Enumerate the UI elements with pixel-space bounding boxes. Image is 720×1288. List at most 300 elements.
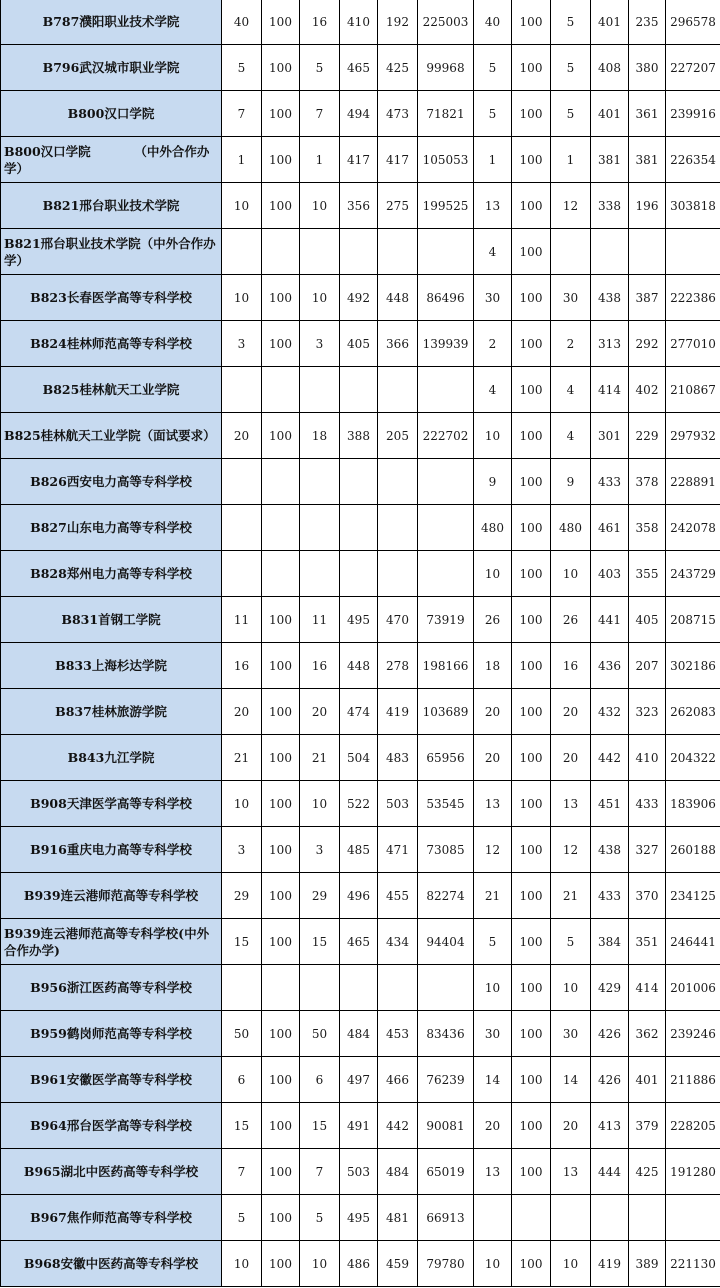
data-cell xyxy=(300,459,340,505)
data-cell: 379 xyxy=(629,1103,666,1149)
data-cell: 10 xyxy=(222,1241,262,1287)
data-cell: 20 xyxy=(474,689,512,735)
school-name-cell: B800汉口学院 xyxy=(1,91,222,137)
data-cell: 419 xyxy=(378,689,418,735)
data-cell: 210867 xyxy=(666,367,720,413)
data-cell: 50 xyxy=(222,1011,262,1057)
data-cell: 12 xyxy=(474,827,512,873)
school-name-cell: B800汉口学院 （中外合作办学） xyxy=(1,137,222,183)
data-cell: 494 xyxy=(340,91,378,137)
data-cell: 10 xyxy=(300,183,340,229)
data-cell: 401 xyxy=(591,0,629,45)
data-cell: 401 xyxy=(591,91,629,137)
data-cell xyxy=(340,229,378,275)
table-row xyxy=(1,597,720,643)
table-row xyxy=(1,643,720,689)
data-cell: 260188 xyxy=(666,827,720,873)
table-row xyxy=(1,965,720,1011)
data-cell: 100 xyxy=(262,1149,300,1195)
data-cell: 10 xyxy=(300,275,340,321)
table-row xyxy=(1,919,720,965)
data-cell: 207 xyxy=(629,643,666,689)
data-cell: 483 xyxy=(378,735,418,781)
data-cell: 21 xyxy=(474,873,512,919)
data-cell xyxy=(378,551,418,597)
data-cell xyxy=(222,367,262,413)
data-cell: 10 xyxy=(474,413,512,459)
data-cell: 426 xyxy=(591,1057,629,1103)
table-row xyxy=(1,551,720,597)
data-cell: 65019 xyxy=(418,1149,474,1195)
data-cell: 20 xyxy=(474,1103,512,1149)
data-cell: 302186 xyxy=(666,643,720,689)
data-cell: 10 xyxy=(222,183,262,229)
data-cell: 442 xyxy=(591,735,629,781)
data-cell: 100 xyxy=(512,1103,551,1149)
data-cell: 484 xyxy=(378,1149,418,1195)
data-cell: 362 xyxy=(629,1011,666,1057)
data-cell: 480 xyxy=(551,505,591,551)
data-cell: 5 xyxy=(474,45,512,91)
data-cell: 13 xyxy=(474,1149,512,1195)
data-cell: 5 xyxy=(222,1195,262,1241)
data-cell: 227207 xyxy=(666,45,720,91)
data-cell: 100 xyxy=(512,827,551,873)
data-cell: 208715 xyxy=(666,597,720,643)
data-cell: 243729 xyxy=(666,551,720,597)
data-cell: 234125 xyxy=(666,873,720,919)
data-cell: 381 xyxy=(591,137,629,183)
data-cell: 13 xyxy=(474,183,512,229)
data-cell: 100 xyxy=(512,781,551,827)
data-cell: 66913 xyxy=(418,1195,474,1241)
data-cell: 389 xyxy=(629,1241,666,1287)
data-cell: 221130 xyxy=(666,1241,720,1287)
data-cell: 11 xyxy=(222,597,262,643)
data-cell: 100 xyxy=(512,597,551,643)
data-cell: 76239 xyxy=(418,1057,474,1103)
data-cell: 9 xyxy=(474,459,512,505)
data-cell: 3 xyxy=(222,827,262,873)
school-name-cell: B823长春医学高等专科学校 xyxy=(1,275,222,321)
data-cell: 495 xyxy=(340,1195,378,1241)
data-cell: 366 xyxy=(378,321,418,367)
data-cell: 205 xyxy=(378,413,418,459)
data-cell: 410 xyxy=(629,735,666,781)
data-cell: 1 xyxy=(551,137,591,183)
data-cell xyxy=(340,965,378,1011)
data-cell: 313 xyxy=(591,321,629,367)
data-cell: 53545 xyxy=(418,781,474,827)
data-cell: 327 xyxy=(629,827,666,873)
data-cell: 29 xyxy=(222,873,262,919)
data-cell: 30 xyxy=(474,275,512,321)
data-cell: 497 xyxy=(340,1057,378,1103)
data-cell: 100 xyxy=(512,183,551,229)
data-cell: 448 xyxy=(378,275,418,321)
data-cell: 100 xyxy=(262,275,300,321)
data-cell: 100 xyxy=(262,735,300,781)
data-cell: 100 xyxy=(512,919,551,965)
data-cell: 5 xyxy=(551,91,591,137)
data-cell: 15 xyxy=(300,919,340,965)
data-cell xyxy=(300,229,340,275)
data-cell: 3 xyxy=(300,827,340,873)
data-cell: 6 xyxy=(300,1057,340,1103)
data-cell xyxy=(378,229,418,275)
data-cell: 139939 xyxy=(418,321,474,367)
school-name-cell: B827山东电力高等专科学校 xyxy=(1,505,222,551)
data-cell: 94404 xyxy=(418,919,474,965)
data-cell: 242078 xyxy=(666,505,720,551)
data-cell: 100 xyxy=(512,735,551,781)
data-cell xyxy=(591,1195,629,1241)
data-cell xyxy=(551,229,591,275)
data-cell: 5 xyxy=(300,1195,340,1241)
data-cell: 15 xyxy=(222,919,262,965)
data-cell: 13 xyxy=(551,781,591,827)
data-cell: 100 xyxy=(512,873,551,919)
data-cell: 461 xyxy=(591,505,629,551)
data-cell: 480 xyxy=(474,505,512,551)
data-cell: 20 xyxy=(551,1103,591,1149)
data-cell: 438 xyxy=(591,275,629,321)
data-cell: 100 xyxy=(262,827,300,873)
data-cell: 105053 xyxy=(418,137,474,183)
data-cell: 30 xyxy=(551,1011,591,1057)
data-cell xyxy=(300,551,340,597)
data-cell: 192 xyxy=(378,0,418,45)
data-cell: 100 xyxy=(512,965,551,1011)
data-cell xyxy=(340,459,378,505)
data-cell: 26 xyxy=(551,597,591,643)
data-cell: 100 xyxy=(262,1195,300,1241)
data-cell: 4 xyxy=(474,229,512,275)
table-row xyxy=(1,1149,720,1195)
data-cell: 433 xyxy=(629,781,666,827)
school-name-cell: B843九江学院 xyxy=(1,735,222,781)
data-cell: 473 xyxy=(378,91,418,137)
data-cell: 229 xyxy=(629,413,666,459)
data-cell: 100 xyxy=(512,1057,551,1103)
data-cell xyxy=(340,505,378,551)
school-name-cell: B831首钢工学院 xyxy=(1,597,222,643)
data-cell: 196 xyxy=(629,183,666,229)
data-cell: 3 xyxy=(222,321,262,367)
data-cell: 18 xyxy=(300,413,340,459)
data-cell: 20 xyxy=(551,689,591,735)
data-cell: 451 xyxy=(591,781,629,827)
data-cell: 405 xyxy=(340,321,378,367)
data-cell: 10 xyxy=(300,1241,340,1287)
data-cell: 459 xyxy=(378,1241,418,1287)
data-cell: 388 xyxy=(340,413,378,459)
data-cell: 434 xyxy=(378,919,418,965)
data-cell: 100 xyxy=(262,1011,300,1057)
data-cell: 471 xyxy=(378,827,418,873)
data-cell xyxy=(418,459,474,505)
data-cell xyxy=(629,229,666,275)
data-cell: 100 xyxy=(262,183,300,229)
data-cell: 425 xyxy=(378,45,418,91)
data-cell xyxy=(340,367,378,413)
data-cell: 100 xyxy=(512,0,551,45)
data-cell: 402 xyxy=(629,367,666,413)
table-row xyxy=(1,1057,720,1103)
data-cell: 100 xyxy=(512,321,551,367)
data-cell xyxy=(222,551,262,597)
table-row xyxy=(1,735,720,781)
data-cell: 239916 xyxy=(666,91,720,137)
table-row xyxy=(1,873,720,919)
school-name-cell: B837桂林旅游学院 xyxy=(1,689,222,735)
data-cell: 100 xyxy=(512,45,551,91)
data-cell: 18 xyxy=(474,643,512,689)
table-row xyxy=(1,321,720,367)
table-row xyxy=(1,275,720,321)
data-cell: 5 xyxy=(474,919,512,965)
data-cell: 12 xyxy=(551,827,591,873)
data-cell: 10 xyxy=(222,781,262,827)
data-cell: 5 xyxy=(222,45,262,91)
data-cell: 235 xyxy=(629,0,666,45)
data-cell: 405 xyxy=(629,597,666,643)
data-cell: 10 xyxy=(222,275,262,321)
data-cell: 100 xyxy=(262,321,300,367)
data-cell: 455 xyxy=(378,873,418,919)
data-cell: 100 xyxy=(262,91,300,137)
data-cell: 14 xyxy=(551,1057,591,1103)
data-cell xyxy=(378,459,418,505)
table-row xyxy=(1,827,720,873)
table-row xyxy=(1,505,720,551)
data-cell xyxy=(340,551,378,597)
data-cell: 100 xyxy=(512,229,551,275)
data-cell: 486 xyxy=(340,1241,378,1287)
data-cell: 21 xyxy=(300,735,340,781)
data-cell: 198166 xyxy=(418,643,474,689)
data-cell: 436 xyxy=(591,643,629,689)
data-cell: 2 xyxy=(551,321,591,367)
data-cell xyxy=(629,1195,666,1241)
data-cell xyxy=(591,229,629,275)
school-name-cell: B956浙江医药高等专科学校 xyxy=(1,965,222,1011)
data-cell: 465 xyxy=(340,45,378,91)
data-cell: 21 xyxy=(222,735,262,781)
data-cell: 82274 xyxy=(418,873,474,919)
data-cell xyxy=(378,505,418,551)
data-cell: 296578 xyxy=(666,0,720,45)
data-cell: 226354 xyxy=(666,137,720,183)
table-row xyxy=(1,229,720,275)
school-name-cell: B916重庆电力高等专科学校 xyxy=(1,827,222,873)
data-cell: 71821 xyxy=(418,91,474,137)
data-cell: 100 xyxy=(262,1103,300,1149)
data-cell: 2 xyxy=(474,321,512,367)
data-cell: 100 xyxy=(262,643,300,689)
school-name-cell: B908天津医学高等专科学校 xyxy=(1,781,222,827)
data-cell: 201006 xyxy=(666,965,720,1011)
data-cell: 21 xyxy=(551,873,591,919)
data-cell: 356 xyxy=(340,183,378,229)
data-cell: 100 xyxy=(262,137,300,183)
data-cell: 100 xyxy=(512,275,551,321)
data-cell: 474 xyxy=(340,689,378,735)
school-name-cell: B833上海杉达学院 xyxy=(1,643,222,689)
data-cell xyxy=(418,505,474,551)
data-cell: 408 xyxy=(591,45,629,91)
data-cell: 100 xyxy=(512,689,551,735)
data-cell: 470 xyxy=(378,597,418,643)
data-cell: 12 xyxy=(551,183,591,229)
data-cell xyxy=(300,965,340,1011)
data-cell xyxy=(222,965,262,1011)
school-name-cell: B959鹤岗师范高等专科学校 xyxy=(1,1011,222,1057)
data-cell: 16 xyxy=(300,0,340,45)
data-cell: 292 xyxy=(629,321,666,367)
data-cell: 100 xyxy=(262,597,300,643)
data-cell: 419 xyxy=(591,1241,629,1287)
data-cell xyxy=(418,965,474,1011)
data-cell: 86496 xyxy=(418,275,474,321)
school-name-cell: B939连云港师范高等专科学校(中外合作办学) xyxy=(1,919,222,965)
school-name-cell: B825桂林航天工业学院（面试要求） xyxy=(1,413,222,459)
data-cell: 5 xyxy=(300,45,340,91)
data-cell: 380 xyxy=(629,45,666,91)
data-cell: 20 xyxy=(300,689,340,735)
data-cell: 100 xyxy=(262,0,300,45)
data-cell: 297932 xyxy=(666,413,720,459)
data-cell: 425 xyxy=(629,1149,666,1195)
school-name-cell: B821邢台职业技术学院（中外合作办学） xyxy=(1,229,222,275)
data-cell: 1 xyxy=(300,137,340,183)
data-cell: 504 xyxy=(340,735,378,781)
data-cell: 14 xyxy=(474,1057,512,1103)
data-cell: 278 xyxy=(378,643,418,689)
data-cell: 301 xyxy=(591,413,629,459)
data-cell: 401 xyxy=(629,1057,666,1103)
data-cell: 10 xyxy=(551,551,591,597)
table-row xyxy=(1,689,720,735)
school-name-cell: B796武汉城市职业学院 xyxy=(1,45,222,91)
table-row xyxy=(1,413,720,459)
school-name-cell: B825桂林航天工业学院 xyxy=(1,367,222,413)
data-cell xyxy=(222,459,262,505)
data-cell: 1 xyxy=(222,137,262,183)
data-cell xyxy=(262,505,300,551)
data-cell xyxy=(222,505,262,551)
data-cell: 481 xyxy=(378,1195,418,1241)
table-row xyxy=(1,1011,720,1057)
data-cell xyxy=(551,1195,591,1241)
data-cell: 433 xyxy=(591,459,629,505)
data-cell xyxy=(300,367,340,413)
data-cell: 100 xyxy=(512,367,551,413)
school-name-cell: B939连云港师范高等专科学校 xyxy=(1,873,222,919)
data-cell: 50 xyxy=(300,1011,340,1057)
data-cell: 338 xyxy=(591,183,629,229)
data-cell: 492 xyxy=(340,275,378,321)
data-cell: 100 xyxy=(512,1149,551,1195)
school-name-cell: B964邢台医学高等专科学校 xyxy=(1,1103,222,1149)
data-cell: 413 xyxy=(591,1103,629,1149)
data-cell xyxy=(222,229,262,275)
data-cell: 10 xyxy=(300,781,340,827)
data-cell xyxy=(666,229,720,275)
school-name-cell: B828郑州电力高等专科学校 xyxy=(1,551,222,597)
data-cell: 414 xyxy=(629,965,666,1011)
data-cell: 183906 xyxy=(666,781,720,827)
data-cell: 20 xyxy=(551,735,591,781)
data-cell: 453 xyxy=(378,1011,418,1057)
data-cell: 275 xyxy=(378,183,418,229)
data-cell xyxy=(474,1195,512,1241)
data-cell: 100 xyxy=(512,1011,551,1057)
data-cell: 100 xyxy=(262,689,300,735)
data-cell: 496 xyxy=(340,873,378,919)
data-cell xyxy=(262,459,300,505)
data-cell: 100 xyxy=(512,413,551,459)
data-cell: 417 xyxy=(378,137,418,183)
data-cell: 438 xyxy=(591,827,629,873)
data-cell: 16 xyxy=(222,643,262,689)
data-cell: 417 xyxy=(340,137,378,183)
data-cell: 100 xyxy=(512,459,551,505)
data-cell: 465 xyxy=(340,919,378,965)
data-cell: 429 xyxy=(591,965,629,1011)
table-row xyxy=(1,0,720,45)
data-cell: 361 xyxy=(629,91,666,137)
data-cell: 15 xyxy=(300,1103,340,1149)
school-name-cell: B821邢台职业技术学院 xyxy=(1,183,222,229)
table-row xyxy=(1,1195,720,1241)
data-cell: 79780 xyxy=(418,1241,474,1287)
table-row xyxy=(1,91,720,137)
data-cell: 100 xyxy=(512,1241,551,1287)
data-cell: 100 xyxy=(262,781,300,827)
data-cell: 384 xyxy=(591,919,629,965)
data-cell: 228891 xyxy=(666,459,720,505)
data-cell: 5 xyxy=(474,91,512,137)
data-cell: 441 xyxy=(591,597,629,643)
data-cell xyxy=(262,551,300,597)
data-cell: 100 xyxy=(262,873,300,919)
data-cell: 100 xyxy=(262,413,300,459)
data-cell xyxy=(262,229,300,275)
data-cell: 6 xyxy=(222,1057,262,1103)
data-cell: 10 xyxy=(551,1241,591,1287)
data-cell xyxy=(262,965,300,1011)
data-cell: 522 xyxy=(340,781,378,827)
data-cell: 503 xyxy=(378,781,418,827)
school-name-cell: B961安徽医学高等专科学校 xyxy=(1,1057,222,1103)
data-cell: 100 xyxy=(262,1241,300,1287)
data-cell: 444 xyxy=(591,1149,629,1195)
data-cell: 40 xyxy=(222,0,262,45)
data-cell: 222702 xyxy=(418,413,474,459)
data-cell xyxy=(378,965,418,1011)
data-cell: 30 xyxy=(551,275,591,321)
data-cell: 5 xyxy=(551,0,591,45)
data-cell: 225003 xyxy=(418,0,474,45)
data-cell: 100 xyxy=(262,1057,300,1103)
data-cell: 211886 xyxy=(666,1057,720,1103)
data-cell: 370 xyxy=(629,873,666,919)
data-cell: 100 xyxy=(512,643,551,689)
table-row xyxy=(1,137,720,183)
data-cell: 26 xyxy=(474,597,512,643)
data-cell: 16 xyxy=(551,643,591,689)
